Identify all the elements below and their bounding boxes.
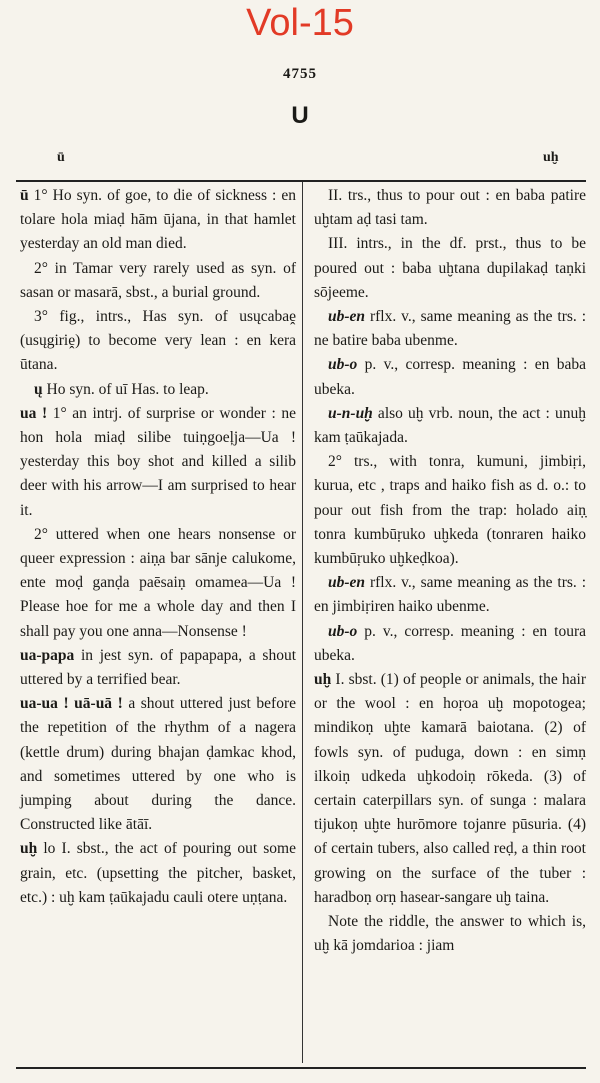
entry: ua ! 1° an intrj. of surprise or wonder : ne hon hola miaḍ silibe tuiṇgoeļja—Ua ! yesterday this boy shot and killed a silib deer with his arrow—I am surprised to hear it. [20, 404, 296, 519]
entry: Note the riddle, the answer to which is, uḫ kā jomdarioa : jiam [314, 913, 586, 955]
entry: ų Ho syn. of uī Has. to leap. [34, 380, 209, 398]
entry: ua-ua ! uā-uā ! a shout uttered just before the repetition of the rhythm of a nagera (kettle drum) during bhajan ḍamkac khod, and sometimes uttered by one who is jumping about during the dance. Constructed like ātāī. [20, 695, 296, 834]
entry: uḫ lo I. sbst., the act of pouring out some grain, etc. (upsetting the pitcher, basket, etc.) : uḫ kam ṭaūkajadu cauli otere uṇṭana. [20, 840, 296, 906]
vol-label: Vol-15 [246, 2, 354, 44]
entry: ub-en rflx. v., same meaning as the trs. : ne batire baba ubenme. [314, 308, 586, 350]
page-number: 4755 [283, 66, 317, 82]
entry: ub-o p. v., corresp. meaning : en toura ubeka. [314, 622, 586, 664]
guide-word-right: uḫ [543, 150, 559, 165]
entry: II. trs., thus to pour out : en baba patire uḫtam aḍ tasi tam. [314, 187, 586, 229]
guide-word-left: ū [57, 150, 65, 165]
section-letter: U [291, 102, 309, 129]
entry: III. intrs., in the df. prst., thus to be poured out : baba uḫtana dupilakaḍ taṇki sōjeeme. [314, 235, 586, 301]
entry: ua-papa in jest syn. of papapapa, a shout uttered by a terrified bear. [20, 646, 296, 689]
left-column [20, 184, 296, 910]
entry: ub-o p. v., corresp. meaning : en baba ubeka. [314, 356, 586, 398]
entry: 2° in Tamar very rarely used as syn. of sasan or masarā, sbst., a burial ground. [20, 259, 296, 301]
column-divider [302, 182, 303, 1063]
right-column [314, 184, 586, 959]
entry: 2° uttered when one hears nonsense or queer expression : aiṇ̣a bar sānje calukome, ente moḍ ganḍa paēsaiṇ omamea—Ua ! Please hoe for me a whole day and then I shall pay you one anna—Nonsense ! [20, 525, 296, 640]
entry: uḫ I. sbst. (1) of people or animals, the hair or the wool : en hoṛoa uḫ mopotogea; mindikoṇ uḫte kamarā baiotana. (2) of fowls syn. of puduga, down : en simṇ ilkoiṇ udkeda uḫkodoiṇ rōkeda. (3) of certain caterpillars syn. of sunga : malara tijukoṇ uḫte hurōmore tojanre pūsuria. (4) of certain tubers, also called reḍ, a thin root growing on the surface of the tuber : haradboṇ orṇ hasear-sangare uḫ taina. [314, 671, 586, 906]
entry: ub-en rflx. v., same meaning as the trs. : en jimbiṛiren haiko ubenme. [314, 574, 586, 616]
entry: 2° trs., with tonra, kumuni, jimbiṛi, kurua, etc , traps and haiko fish as d. o.: to pour out fish from the trap: holado aiṇ̣ tonra kumbūṛuko uḫkeda (tonraren haiko kumbūṛuko uḫkeḍkoa). [314, 453, 586, 568]
entry: 3° fig., intrs., Has syn. of usųcabaḙ (usųgiriḙ) to become very lean : en kera ūtana. [20, 308, 296, 374]
entry: u-n-uḫ also uḫ vrb. noun, the act : unuḫ kam ṭaūkajada. [314, 404, 586, 447]
entry: ū 1° Ho syn. of goe, to die of sickness : en tolare hola miaḍ hām ūjana, in that hamlet yesterday an old man died. [20, 187, 296, 253]
